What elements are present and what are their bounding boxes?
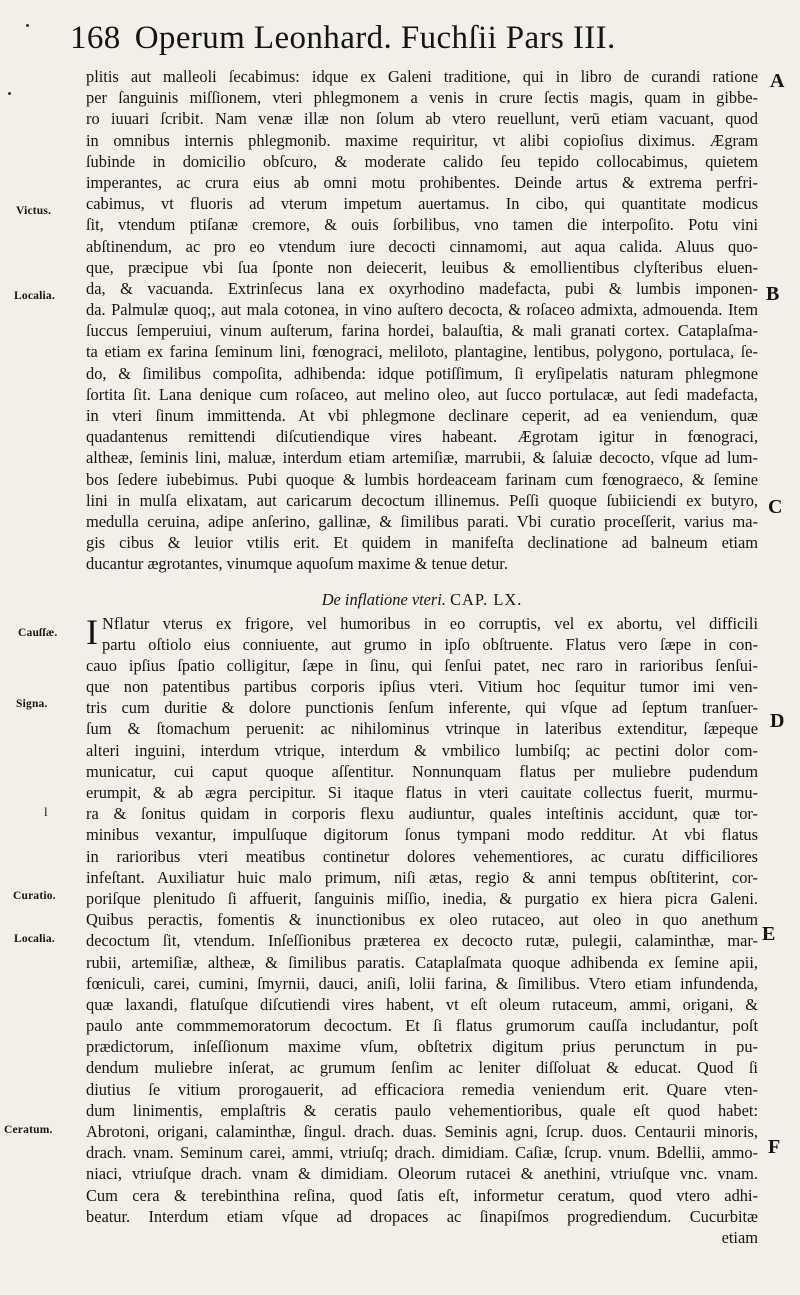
text-line: Nflatur vterus ex frigore, vel humoribus in eo corruptis, vel ex abortu, vel difficili <box>102 613 758 633</box>
text-line: diutius ſe vitium prorogauerit, ad efficaciora remedia veniendum erit. Quare vten- <box>86 1079 758 1099</box>
section-letter: D <box>770 710 785 732</box>
text-line: municatur, cui caput quoque aſſentitur. Nonnunquam flatus per muliebre pudendum <box>86 761 758 781</box>
text-line: lini in mulſa elixatam, aut caricarum decoctum illinemus. Peſſi quoque ſubiiciendi ex butyro, <box>86 490 758 510</box>
text-line: ta etiam ex farina ſeminum lini, fœnograci, meliloto, plantagine, lentibus, polygono, portulaca, ſe- <box>86 342 758 362</box>
text-line: ro iuuari ſcribit. Nam venæ illæ non ſolum ab vtero reuellunt, verū etiam vacuant, quod <box>86 109 758 129</box>
margin-note-curatio: Curatio. <box>13 890 56 902</box>
text-line: per ſanguinis miſſionem, vteri phlegmonem a venis in crure ſectis magis, quam in gibbe- <box>86 88 758 108</box>
ink-speck <box>8 92 11 95</box>
text-line: altheæ, ſeminis lini, maluæ, interdum etiam artemiſiæ, marrubii, & ſaluiæ decocto, vſque ad lum- <box>86 448 758 468</box>
text-line: in omnibus internis phlegmonib. maxime requiritur, vt alibi copioſius diximus. Ægram <box>86 130 758 150</box>
section-letter: C <box>768 496 783 518</box>
main-text <box>86 66 758 1248</box>
text-line: tris cum duritie & dolore punctionis ſenſum inferente, qui vſque ad ſeptum tranſuer- <box>86 698 758 718</box>
text-line: gis cibus & leuior vtilis erit. Et quidem in manifeſta declinatione ad balneum etiam <box>86 533 758 553</box>
text-line: cabimus, vt fluoris ad vterum impetum auertamus. In cibo, qui quantitate modicus <box>86 194 758 214</box>
margin-note-localia: Localia. <box>14 290 55 302</box>
text-line: Cum cera & terebinthina reſina, quod ſatis eſt, informetur ceratum, quod vtero adhi- <box>86 1185 758 1205</box>
text-line: da. Palmulæ quoq;, aut mala cotonea, in vino auſtero decocta, & roſaceo admixta, admouenda. Item <box>86 300 758 320</box>
text-line: fœniculi, carei, cumini, ſmyrnii, dauci, aniſi, lolii farina, & ſimilibus. Vtero etiam infundenda, <box>86 973 758 993</box>
section-letter: A <box>770 70 785 92</box>
margin-note-signa: Signa. <box>16 698 48 710</box>
drop-cap: I <box>86 611 98 652</box>
text-line: Abrotoni, origani, calaminthæ, ſingul. drach. duas. Seminis agni, ſcrup. duos. Centaurii minoris, <box>86 1122 758 1141</box>
text-line: poriſque plenitudo ſi affuerit, ſanguinis miſſio, inedia, & purgatio ex hiera picra Galeni. <box>86 888 758 908</box>
text-line: quæ laxandi, flatuſque diſcutiendi vires habent, vt eſt oleum rutaceum, ammi, origani, & <box>86 994 758 1014</box>
catchword: etiam <box>721 1227 758 1247</box>
text-line: imperantes, ac crura eius ab omni motu prohibentes. Deinde artus & extrema perfri- <box>86 172 758 192</box>
margin-note-ceratum: Ceratum. <box>4 1124 53 1136</box>
text-line: que non patentibus partibus corporis ipſius vteri. Vitium hoc ſequitur tumor imi ven- <box>86 677 758 697</box>
text-line: paulo ante commmemoratorum decoctum. Et ſi flatus grumorum cauſſa includantur, poſt <box>86 1016 758 1036</box>
text-line: quadantenus remittendi diſcutiendique vires habeant. Ægrotam igitur in fœnograci, <box>86 427 758 447</box>
paragraph-2 <box>86 613 758 1227</box>
running-header <box>70 18 690 58</box>
text-line: bos ſedere iubebimus. Pubi quoque & lumbis hordeaceam farinam cum fœnograeco, & ſemine <box>86 469 758 489</box>
text-line: rubii, artemiſiæ, altheæ, & ſimilibus paratis. Cataplaſmata quoque adhibenda ex ſemine apii, <box>86 952 758 972</box>
section-letter: F <box>768 1136 781 1158</box>
chapter-title: De inflatione vteri. <box>321 589 446 609</box>
ink-speck <box>26 24 29 27</box>
text-line: ducantur ægrotantes, vinumque aquoſum maxime & tenue detur. <box>86 554 508 574</box>
text-line: da, & vacuanda. Extrinſecus lana ex oxyrhodino madefacta, pubi & lumbis imponen- <box>86 278 758 298</box>
text-line: ſit, vtendum ptiſanæ cremore, & ouis ſorbilibus, vno tamen die interpoſito. Potu vini <box>86 215 758 235</box>
text-line: cauo ipſius ſpatio colligitur, ſæpe in ſinu, qui ſenſui patet, nec raro in rarioribus ſenſui- <box>86 655 758 675</box>
text-line: beatur. Interdum etiam vſque ad dropaces ac ſinapiſmos progrediendum. Cucurbitæ <box>86 1206 758 1226</box>
margin-note-victus: Victus. <box>16 205 52 217</box>
text-line: ſubinde in domicilio obſcuro, & moderate calido ſeu tepido collocabimus, quietem <box>86 151 758 171</box>
text-line: que, præcipue vbi ſua ſponte non deiecerit, leuibus & emollientibus clyſteribus eluen- <box>86 257 758 277</box>
text-line: abſtinendum, ac pro eo vtendum iure decocti cinnamomi, aut aqua calida. Aluus quo- <box>86 236 758 256</box>
section-letter: E <box>762 923 776 945</box>
section-letter: B <box>766 283 780 305</box>
text-line: dendum muliebre inſerat, ac grumum ſenſim ac leniter diſſoluat & educat. Quod ſi <box>86 1058 758 1078</box>
margin-note-localia: Localia. <box>14 933 55 945</box>
text-line: ſortita ſit. Lana denique cum roſaceo, aut melino oleo, aut ſucco portulacæ, aut ſedi madefacta, <box>86 384 758 404</box>
text-line: ſum & ſtomachum peruenit: ac nihilominus vtrinque in lateribus extenditur, ſæpeque <box>86 719 758 739</box>
text-line: ra & ſonitus quidam in corporis flexu audiuntur, quales inteſtinis accidunt, quæ tor- <box>86 804 758 824</box>
running-title: Operum Leonhard. Fuchſii Pars III. <box>134 20 616 56</box>
text-line: ſuccus ſemperuiui, vinum auſterum, farina hordei, balauſtia, & mali granati cortex. Cataplaſma- <box>86 321 758 341</box>
text-line: do, & ſimilibus compoſita, adhibenda: idque potiſſimum, ſi eryſipelatis naturam phlegmone <box>86 363 758 383</box>
text-line: infeſtant. Auxiliatur huic malo primum, niſi ætas, regio & anni tempus obſtiterint, cor- <box>86 867 758 887</box>
text-line: dum linimentis, emplaſtris & ceratis paulo vehementioribus, quale eſt quod habet: <box>86 1100 758 1120</box>
text-line: erumpit, & ab ægra percipitur. Si itaque flatus in vteri cauitate collectus fuerit, murmu- <box>86 783 758 802</box>
text-line: prædictorum, inſeſſionum maxime vſum, obſtetrix digitum prius perunctum in pu- <box>86 1037 758 1057</box>
text-line: Quibus peractis, fomentis & inunctionibus ex oleo rutaceo, aut oleo in quo anethum <box>86 910 758 930</box>
text-line: drach. vnam. Seminum carei, ammi, vtriuſq; drach. dimidiam. Caſiæ, ſcrup. vnum. Bdellii, ammo- <box>86 1143 758 1163</box>
text-line: niaci, vtriuſque drach. vnam & dimidiam. Oleorum rutacei & anethini, vtriuſque vnc. vnam. <box>86 1164 758 1184</box>
text-line: plitis aut malleoli ſecabimus: idque ex Galeni traditione, qui in libro de curandi ratione <box>86 67 758 86</box>
text-line: medulla ceruina, adipe anſerino, gallinæ, & ſimilibus parati. Vbi curatio proceſſerit, varius ma- <box>86 511 758 531</box>
margin-stray-mark: l <box>44 804 48 819</box>
margin-note-caussae: Cauſſæ. <box>18 627 58 639</box>
chapter-number: CAP. LX. <box>450 589 523 609</box>
text-line: in rarioribus vteri meatibus continetur dolores vehementiores, ac curatu difficiliores <box>86 846 758 866</box>
spacer <box>86 575 758 587</box>
text-line: alteri inguini, interdum vtrique, interdum & vmbilico lumbiſq; ac pectini dolor com- <box>86 740 758 760</box>
page-number: 168 <box>70 20 121 56</box>
chapter-heading <box>86 587 758 613</box>
paragraph-1 <box>86 66 758 575</box>
text-line: minibus vexantur, impulſuque digitorum ſonus tympani modo redditur. At vbi flatus <box>86 825 758 845</box>
text-line: decoctum ſit, vtendum. Inſeſſionibus præterea ex decocto rutæ, pulegii, calaminthæ, mar- <box>86 931 758 951</box>
text-line: partu oſtiolo eius conniuente, aut grumo in ipſo obſtruente. Flatus vero ſæpe in con- <box>102 634 758 654</box>
text-line: in vteri ſinum immittenda. At vbi phlegmone declinare ceperit, ad ea veniendum, quæ <box>86 406 758 425</box>
